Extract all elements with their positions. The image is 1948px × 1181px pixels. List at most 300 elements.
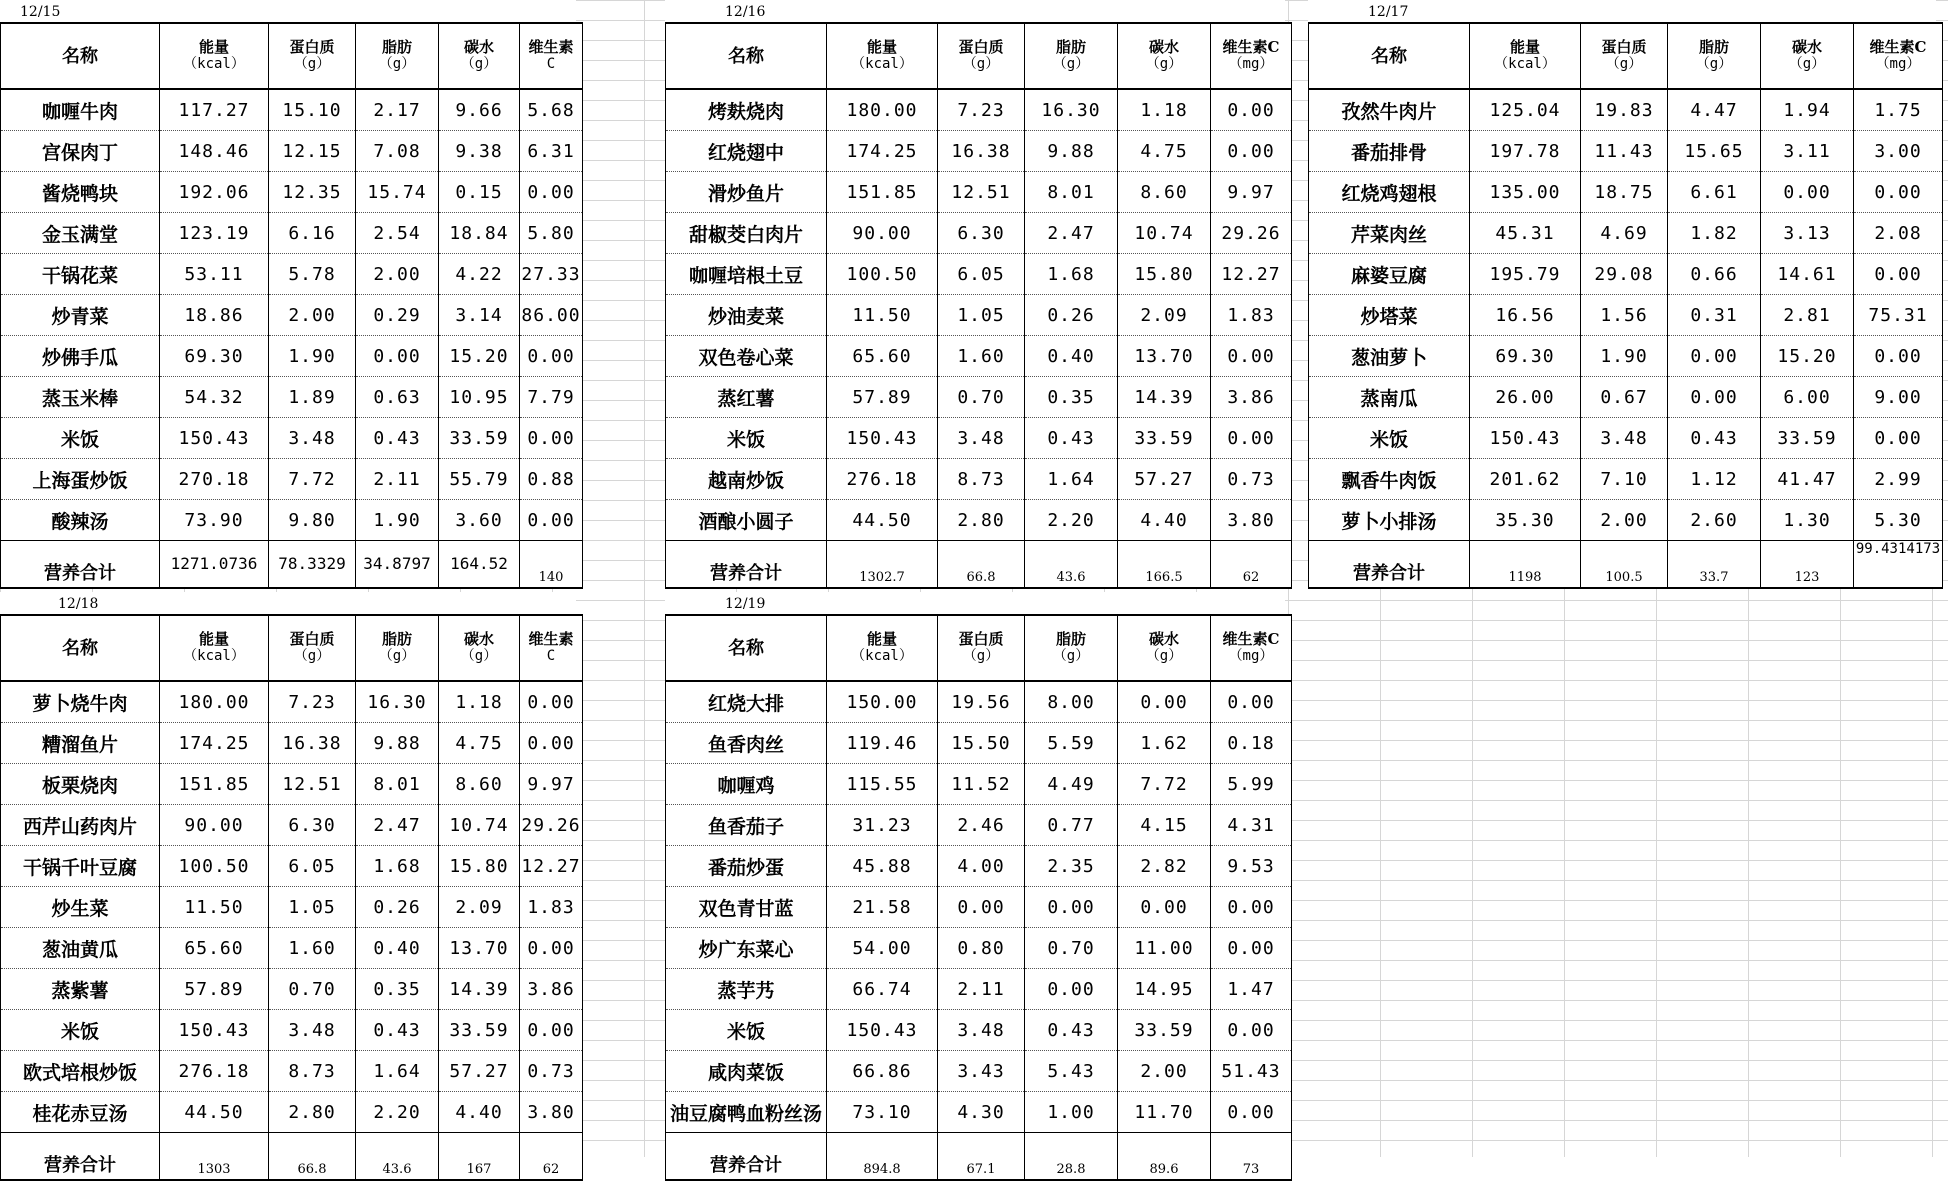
- fat-cell[interactable]: 0.43: [356, 418, 439, 459]
- total-energy-cell[interactable]: 1302.7: [827, 541, 938, 589]
- total-fat-cell[interactable]: 34.8797: [356, 541, 439, 589]
- date-label[interactable]: 12/15: [20, 4, 61, 20]
- energy-cell[interactable]: 148.46: [160, 131, 269, 172]
- vitc-cell[interactable]: 3.80: [1211, 500, 1292, 541]
- carb-cell[interactable]: 8.60: [1118, 172, 1211, 213]
- vitc-cell[interactable]: 29.26: [1211, 213, 1292, 254]
- total-protein-cell[interactable]: 66.8: [938, 541, 1025, 589]
- fat-cell[interactable]: 0.66: [1668, 254, 1761, 295]
- fat-cell[interactable]: 0.43: [1668, 418, 1761, 459]
- total-carb-cell[interactable]: 89.6: [1118, 1133, 1211, 1181]
- protein-cell[interactable]: 6.30: [938, 213, 1025, 254]
- vitc-cell[interactable]: 0.00: [520, 172, 583, 213]
- vitc-cell[interactable]: 12.27: [520, 846, 583, 887]
- protein-cell[interactable]: 3.48: [1581, 418, 1668, 459]
- dish-name-cell[interactable]: 金玉满堂: [1, 213, 160, 254]
- energy-cell[interactable]: 115.55: [827, 764, 938, 805]
- fat-cell[interactable]: 16.30: [1025, 89, 1118, 131]
- dish-name-cell[interactable]: 孜然牛肉片: [1309, 89, 1470, 131]
- vitc-cell[interactable]: 0.00: [520, 500, 583, 541]
- protein-cell[interactable]: 0.80: [938, 928, 1025, 969]
- fat-cell[interactable]: 0.31: [1668, 295, 1761, 336]
- carb-cell[interactable]: 14.61: [1761, 254, 1854, 295]
- energy-cell[interactable]: 195.79: [1470, 254, 1581, 295]
- energy-cell[interactable]: 180.00: [160, 681, 269, 723]
- dish-name-cell[interactable]: 萝卜小排汤: [1309, 500, 1470, 541]
- carb-cell[interactable]: 10.74: [439, 805, 520, 846]
- dish-name-cell[interactable]: 葱油黄瓜: [1, 928, 160, 969]
- carb-cell[interactable]: 3.14: [439, 295, 520, 336]
- dish-name-cell[interactable]: 西芹山药肉片: [1, 805, 160, 846]
- vitc-cell[interactable]: 75.31: [1854, 295, 1943, 336]
- dish-name-cell[interactable]: 咖喱牛肉: [1, 89, 160, 131]
- carb-cell[interactable]: 4.75: [1118, 131, 1211, 172]
- dish-name-cell[interactable]: 上海蛋炒饭: [1, 459, 160, 500]
- header-energy[interactable]: [160, 615, 269, 681]
- vitc-cell[interactable]: 0.00: [1854, 254, 1943, 295]
- energy-cell[interactable]: 135.00: [1470, 172, 1581, 213]
- header-name[interactable]: [1309, 23, 1470, 89]
- fat-cell[interactable]: 1.82: [1668, 213, 1761, 254]
- carb-cell[interactable]: 1.18: [439, 681, 520, 723]
- protein-cell[interactable]: 18.75: [1581, 172, 1668, 213]
- vitc-cell[interactable]: 6.31: [520, 131, 583, 172]
- dish-name-cell[interactable]: 欧式培根炒饭: [1, 1051, 160, 1092]
- dish-name-cell[interactable]: 干锅花菜: [1, 254, 160, 295]
- vitc-cell[interactable]: 0.00: [1854, 418, 1943, 459]
- energy-cell[interactable]: 69.30: [1470, 336, 1581, 377]
- vitc-cell[interactable]: 0.00: [1211, 681, 1292, 723]
- total-vitc-cell[interactable]: 99.4314173: [1854, 541, 1943, 589]
- fat-cell[interactable]: 0.29: [356, 295, 439, 336]
- carb-cell[interactable]: 4.75: [439, 723, 520, 764]
- energy-cell[interactable]: 100.50: [160, 846, 269, 887]
- carb-cell[interactable]: 15.20: [439, 336, 520, 377]
- protein-cell[interactable]: 6.05: [938, 254, 1025, 295]
- dish-name-cell[interactable]: 桂花赤豆汤: [1, 1092, 160, 1133]
- fat-cell[interactable]: 0.40: [356, 928, 439, 969]
- energy-cell[interactable]: 44.50: [160, 1092, 269, 1133]
- protein-cell[interactable]: 15.50: [938, 723, 1025, 764]
- fat-cell[interactable]: 0.70: [1025, 928, 1118, 969]
- dish-name-cell[interactable]: 板栗烧肉: [1, 764, 160, 805]
- protein-cell[interactable]: 3.48: [269, 418, 356, 459]
- carb-cell[interactable]: 11.00: [1118, 928, 1211, 969]
- fat-cell[interactable]: 0.35: [1025, 377, 1118, 418]
- vitc-cell[interactable]: 0.00: [520, 723, 583, 764]
- vitc-cell[interactable]: 0.00: [1211, 887, 1292, 928]
- energy-cell[interactable]: 180.00: [827, 89, 938, 131]
- fat-cell[interactable]: 2.35: [1025, 846, 1118, 887]
- carb-cell[interactable]: 15.20: [1761, 336, 1854, 377]
- total-label-cell[interactable]: 营养合计: [1, 541, 160, 589]
- vitc-cell[interactable]: 7.79: [520, 377, 583, 418]
- protein-cell[interactable]: 1.60: [938, 336, 1025, 377]
- carb-cell[interactable]: 1.94: [1761, 89, 1854, 131]
- fat-cell[interactable]: 9.88: [356, 723, 439, 764]
- carb-cell[interactable]: 2.82: [1118, 846, 1211, 887]
- energy-cell[interactable]: 11.50: [827, 295, 938, 336]
- vitc-cell[interactable]: 4.31: [1211, 805, 1292, 846]
- protein-cell[interactable]: 3.48: [269, 1010, 356, 1051]
- vitc-cell[interactable]: 0.00: [1211, 1010, 1292, 1051]
- energy-cell[interactable]: 26.00: [1470, 377, 1581, 418]
- fat-cell[interactable]: 8.01: [356, 764, 439, 805]
- vitc-cell[interactable]: 5.99: [1211, 764, 1292, 805]
- protein-cell[interactable]: 1.90: [1581, 336, 1668, 377]
- carb-cell[interactable]: 4.40: [439, 1092, 520, 1133]
- header-name[interactable]: [666, 23, 827, 89]
- carb-cell[interactable]: 8.60: [439, 764, 520, 805]
- energy-cell[interactable]: 69.30: [160, 336, 269, 377]
- protein-cell[interactable]: 0.70: [938, 377, 1025, 418]
- fat-cell[interactable]: 2.11: [356, 459, 439, 500]
- carb-cell[interactable]: 1.30: [1761, 500, 1854, 541]
- carb-cell[interactable]: 3.11: [1761, 131, 1854, 172]
- fat-cell[interactable]: 2.20: [1025, 500, 1118, 541]
- total-label-cell[interactable]: 营养合计: [1309, 541, 1470, 589]
- vitc-cell[interactable]: 2.08: [1854, 213, 1943, 254]
- dish-name-cell[interactable]: 炒佛手瓜: [1, 336, 160, 377]
- fat-cell[interactable]: 2.17: [356, 89, 439, 131]
- vitc-cell[interactable]: 3.86: [1211, 377, 1292, 418]
- dish-name-cell[interactable]: 米饭: [666, 1010, 827, 1051]
- header-name[interactable]: [1, 23, 160, 89]
- protein-cell[interactable]: 6.16: [269, 213, 356, 254]
- energy-cell[interactable]: 44.50: [827, 500, 938, 541]
- vitc-cell[interactable]: 86.00: [520, 295, 583, 336]
- dish-name-cell[interactable]: 炒生菜: [1, 887, 160, 928]
- protein-cell[interactable]: 1.05: [269, 887, 356, 928]
- total-carb-cell[interactable]: 164.52: [439, 541, 520, 589]
- fat-cell[interactable]: 5.59: [1025, 723, 1118, 764]
- fat-cell[interactable]: 0.26: [1025, 295, 1118, 336]
- energy-cell[interactable]: 90.00: [827, 213, 938, 254]
- protein-cell[interactable]: 4.00: [938, 846, 1025, 887]
- total-vitc-cell[interactable]: 140: [520, 541, 583, 589]
- total-label-cell[interactable]: 营养合计: [666, 1133, 827, 1181]
- protein-cell[interactable]: 5.78: [269, 254, 356, 295]
- energy-cell[interactable]: 270.18: [160, 459, 269, 500]
- energy-cell[interactable]: 150.43: [827, 418, 938, 459]
- energy-cell[interactable]: 45.31: [1470, 213, 1581, 254]
- fat-cell[interactable]: 0.63: [356, 377, 439, 418]
- vitc-cell[interactable]: 1.83: [1211, 295, 1292, 336]
- fat-cell[interactable]: 0.00: [1668, 377, 1761, 418]
- energy-cell[interactable]: 192.06: [160, 172, 269, 213]
- dish-name-cell[interactable]: 油豆腐鸭血粉丝汤: [666, 1092, 827, 1133]
- protein-cell[interactable]: 7.10: [1581, 459, 1668, 500]
- carb-cell[interactable]: 0.00: [1118, 887, 1211, 928]
- carb-cell[interactable]: 1.18: [1118, 89, 1211, 131]
- fat-cell[interactable]: 15.74: [356, 172, 439, 213]
- dish-name-cell[interactable]: 蒸紫薯: [1, 969, 160, 1010]
- dish-name-cell[interactable]: 蒸红薯: [666, 377, 827, 418]
- vitc-cell[interactable]: 0.00: [1211, 89, 1292, 131]
- header-vitc[interactable]: [1211, 615, 1292, 681]
- total-energy-cell[interactable]: 1303: [160, 1133, 269, 1181]
- protein-cell[interactable]: 4.30: [938, 1092, 1025, 1133]
- energy-cell[interactable]: 197.78: [1470, 131, 1581, 172]
- carb-cell[interactable]: 15.80: [1118, 254, 1211, 295]
- energy-cell[interactable]: 174.25: [827, 131, 938, 172]
- vitc-cell[interactable]: 1.83: [520, 887, 583, 928]
- vitc-cell[interactable]: 3.86: [520, 969, 583, 1010]
- dish-name-cell[interactable]: 米饭: [1309, 418, 1470, 459]
- protein-cell[interactable]: 3.43: [938, 1051, 1025, 1092]
- dish-name-cell[interactable]: 红烧鸡翅根: [1309, 172, 1470, 213]
- header-fat[interactable]: [356, 615, 439, 681]
- total-vitc-cell[interactable]: 62: [1211, 541, 1292, 589]
- energy-cell[interactable]: 150.43: [160, 418, 269, 459]
- dish-name-cell[interactable]: 米饭: [1, 1010, 160, 1051]
- fat-cell[interactable]: 4.47: [1668, 89, 1761, 131]
- vitc-cell[interactable]: 0.18: [1211, 723, 1292, 764]
- header-carb[interactable]: [439, 615, 520, 681]
- carb-cell[interactable]: 4.40: [1118, 500, 1211, 541]
- protein-cell[interactable]: 0.00: [938, 887, 1025, 928]
- carb-cell[interactable]: 33.59: [439, 1010, 520, 1051]
- protein-cell[interactable]: 12.51: [938, 172, 1025, 213]
- carb-cell[interactable]: 14.39: [439, 969, 520, 1010]
- carb-cell[interactable]: 9.38: [439, 131, 520, 172]
- vitc-cell[interactable]: 0.88: [520, 459, 583, 500]
- dish-name-cell[interactable]: 咸肉菜饭: [666, 1051, 827, 1092]
- protein-cell[interactable]: 1.89: [269, 377, 356, 418]
- protein-cell[interactable]: 2.00: [1581, 500, 1668, 541]
- energy-cell[interactable]: 45.88: [827, 846, 938, 887]
- energy-cell[interactable]: 276.18: [160, 1051, 269, 1092]
- carb-cell[interactable]: 3.13: [1761, 213, 1854, 254]
- dish-name-cell[interactable]: 鱼香茄子: [666, 805, 827, 846]
- fat-cell[interactable]: 2.20: [356, 1092, 439, 1133]
- protein-cell[interactable]: 2.46: [938, 805, 1025, 846]
- total-carb-cell[interactable]: 167: [439, 1133, 520, 1181]
- carb-cell[interactable]: 6.00: [1761, 377, 1854, 418]
- dish-name-cell[interactable]: 飘香牛肉饭: [1309, 459, 1470, 500]
- fat-cell[interactable]: 1.90: [356, 500, 439, 541]
- header-vitc[interactable]: [1211, 23, 1292, 89]
- header-carb[interactable]: [439, 23, 520, 89]
- carb-cell[interactable]: 33.59: [439, 418, 520, 459]
- energy-cell[interactable]: 100.50: [827, 254, 938, 295]
- energy-cell[interactable]: 150.43: [1470, 418, 1581, 459]
- carb-cell[interactable]: 2.81: [1761, 295, 1854, 336]
- vitc-cell[interactable]: 5.80: [520, 213, 583, 254]
- dish-name-cell[interactable]: 甜椒茭白肉片: [666, 213, 827, 254]
- protein-cell[interactable]: 19.83: [1581, 89, 1668, 131]
- fat-cell[interactable]: 2.47: [1025, 213, 1118, 254]
- energy-cell[interactable]: 65.60: [827, 336, 938, 377]
- total-fat-cell[interactable]: 33.7: [1668, 541, 1761, 589]
- total-energy-cell[interactable]: 1271.0736: [160, 541, 269, 589]
- energy-cell[interactable]: 151.85: [160, 764, 269, 805]
- fat-cell[interactable]: 0.77: [1025, 805, 1118, 846]
- carb-cell[interactable]: 14.39: [1118, 377, 1211, 418]
- protein-cell[interactable]: 15.10: [269, 89, 356, 131]
- dish-name-cell[interactable]: 酸辣汤: [1, 500, 160, 541]
- energy-cell[interactable]: 66.74: [827, 969, 938, 1010]
- header-fat[interactable]: [1025, 615, 1118, 681]
- dish-name-cell[interactable]: 葱油萝卜: [1309, 336, 1470, 377]
- dish-name-cell[interactable]: 麻婆豆腐: [1309, 254, 1470, 295]
- dish-name-cell[interactable]: 番茄炒蛋: [666, 846, 827, 887]
- vitc-cell[interactable]: 1.47: [1211, 969, 1292, 1010]
- dish-name-cell[interactable]: 干锅千叶豆腐: [1, 846, 160, 887]
- fat-cell[interactable]: 1.64: [356, 1051, 439, 1092]
- energy-cell[interactable]: 73.10: [827, 1092, 938, 1133]
- carb-cell[interactable]: 4.15: [1118, 805, 1211, 846]
- protein-cell[interactable]: 8.73: [938, 459, 1025, 500]
- dish-name-cell[interactable]: 双色卷心菜: [666, 336, 827, 377]
- fat-cell[interactable]: 1.00: [1025, 1092, 1118, 1133]
- energy-cell[interactable]: 150.00: [827, 681, 938, 723]
- carb-cell[interactable]: 1.62: [1118, 723, 1211, 764]
- fat-cell[interactable]: 2.54: [356, 213, 439, 254]
- vitc-cell[interactable]: 9.97: [1211, 172, 1292, 213]
- carb-cell[interactable]: 10.74: [1118, 213, 1211, 254]
- fat-cell[interactable]: 0.00: [1025, 969, 1118, 1010]
- fat-cell[interactable]: 0.00: [356, 336, 439, 377]
- fat-cell[interactable]: 1.64: [1025, 459, 1118, 500]
- fat-cell[interactable]: 0.00: [1025, 887, 1118, 928]
- energy-cell[interactable]: 54.00: [827, 928, 938, 969]
- protein-cell[interactable]: 3.48: [938, 1010, 1025, 1051]
- energy-cell[interactable]: 73.90: [160, 500, 269, 541]
- vitc-cell[interactable]: 9.00: [1854, 377, 1943, 418]
- protein-cell[interactable]: 16.38: [269, 723, 356, 764]
- vitc-cell[interactable]: 3.80: [520, 1092, 583, 1133]
- vitc-cell[interactable]: 0.00: [1854, 172, 1943, 213]
- protein-cell[interactable]: 7.23: [938, 89, 1025, 131]
- total-fat-cell[interactable]: 28.8: [1025, 1133, 1118, 1181]
- carb-cell[interactable]: 2.00: [1118, 1051, 1211, 1092]
- fat-cell[interactable]: 2.00: [356, 254, 439, 295]
- fat-cell[interactable]: 0.43: [356, 1010, 439, 1051]
- dish-name-cell[interactable]: 红烧大排: [666, 681, 827, 723]
- protein-cell[interactable]: 11.43: [1581, 131, 1668, 172]
- protein-cell[interactable]: 12.51: [269, 764, 356, 805]
- fat-cell[interactable]: 5.43: [1025, 1051, 1118, 1092]
- date-label[interactable]: 12/18: [58, 596, 99, 612]
- dish-name-cell[interactable]: 米饭: [1, 418, 160, 459]
- protein-cell[interactable]: 1.05: [938, 295, 1025, 336]
- dish-name-cell[interactable]: 米饭: [666, 418, 827, 459]
- energy-cell[interactable]: 276.18: [827, 459, 938, 500]
- fat-cell[interactable]: 1.68: [356, 846, 439, 887]
- total-energy-cell[interactable]: 894.8: [827, 1133, 938, 1181]
- fat-cell[interactable]: 1.12: [1668, 459, 1761, 500]
- dish-name-cell[interactable]: 咖喱鸡: [666, 764, 827, 805]
- dish-name-cell[interactable]: 酒酿小圆子: [666, 500, 827, 541]
- fat-cell[interactable]: 9.88: [1025, 131, 1118, 172]
- fat-cell[interactable]: 16.30: [356, 681, 439, 723]
- protein-cell[interactable]: 2.11: [938, 969, 1025, 1010]
- dish-name-cell[interactable]: 炒广东菜心: [666, 928, 827, 969]
- energy-cell[interactable]: 21.58: [827, 887, 938, 928]
- dish-name-cell[interactable]: 炒塔菜: [1309, 295, 1470, 336]
- fat-cell[interactable]: 15.65: [1668, 131, 1761, 172]
- total-energy-cell[interactable]: 1198: [1470, 541, 1581, 589]
- carb-cell[interactable]: 33.59: [1761, 418, 1854, 459]
- protein-cell[interactable]: 7.23: [269, 681, 356, 723]
- date-label[interactable]: 12/17: [1368, 4, 1409, 20]
- vitc-cell[interactable]: 5.68: [520, 89, 583, 131]
- carb-cell[interactable]: 0.00: [1118, 681, 1211, 723]
- dish-name-cell[interactable]: 红烧翅中: [666, 131, 827, 172]
- header-energy[interactable]: [827, 615, 938, 681]
- protein-cell[interactable]: 7.72: [269, 459, 356, 500]
- protein-cell[interactable]: 2.80: [938, 500, 1025, 541]
- carb-cell[interactable]: 33.59: [1118, 418, 1211, 459]
- protein-cell[interactable]: 1.56: [1581, 295, 1668, 336]
- energy-cell[interactable]: 16.56: [1470, 295, 1581, 336]
- energy-cell[interactable]: 53.11: [160, 254, 269, 295]
- fat-cell[interactable]: 1.68: [1025, 254, 1118, 295]
- protein-cell[interactable]: 12.35: [269, 172, 356, 213]
- fat-cell[interactable]: 0.35: [356, 969, 439, 1010]
- total-label-cell[interactable]: 营养合计: [666, 541, 827, 589]
- dish-name-cell[interactable]: 糟溜鱼片: [1, 723, 160, 764]
- header-vitc[interactable]: [520, 615, 583, 681]
- header-energy[interactable]: [827, 23, 938, 89]
- carb-cell[interactable]: 15.80: [439, 846, 520, 887]
- protein-cell[interactable]: 6.05: [269, 846, 356, 887]
- energy-cell[interactable]: 54.32: [160, 377, 269, 418]
- header-protein[interactable]: [269, 615, 356, 681]
- protein-cell[interactable]: 0.67: [1581, 377, 1668, 418]
- vitc-cell[interactable]: 3.00: [1854, 131, 1943, 172]
- energy-cell[interactable]: 117.27: [160, 89, 269, 131]
- fat-cell[interactable]: 4.49: [1025, 764, 1118, 805]
- header-fat[interactable]: [1025, 23, 1118, 89]
- protein-cell[interactable]: 12.15: [269, 131, 356, 172]
- dish-name-cell[interactable]: 芹菜肉丝: [1309, 213, 1470, 254]
- header-name[interactable]: [1, 615, 160, 681]
- protein-cell[interactable]: 16.38: [938, 131, 1025, 172]
- header-energy[interactable]: [160, 23, 269, 89]
- energy-cell[interactable]: 35.30: [1470, 500, 1581, 541]
- header-fat[interactable]: [356, 23, 439, 89]
- protein-cell[interactable]: 2.00: [269, 295, 356, 336]
- date-label[interactable]: 12/16: [725, 4, 766, 20]
- header-vitc[interactable]: [1854, 23, 1943, 89]
- dish-name-cell[interactable]: 酱烧鸭块: [1, 172, 160, 213]
- carb-cell[interactable]: 2.09: [1118, 295, 1211, 336]
- total-vitc-cell[interactable]: 73: [1211, 1133, 1292, 1181]
- header-fat[interactable]: [1668, 23, 1761, 89]
- fat-cell[interactable]: 2.60: [1668, 500, 1761, 541]
- dish-name-cell[interactable]: 蒸玉米棒: [1, 377, 160, 418]
- total-protein-cell[interactable]: 67.1: [938, 1133, 1025, 1181]
- vitc-cell[interactable]: 0.73: [520, 1051, 583, 1092]
- dish-name-cell[interactable]: 宫保肉丁: [1, 131, 160, 172]
- protein-cell[interactable]: 29.08: [1581, 254, 1668, 295]
- carb-cell[interactable]: 10.95: [439, 377, 520, 418]
- vitc-cell[interactable]: 0.00: [520, 336, 583, 377]
- fat-cell[interactable]: 8.01: [1025, 172, 1118, 213]
- energy-cell[interactable]: 31.23: [827, 805, 938, 846]
- energy-cell[interactable]: 125.04: [1470, 89, 1581, 131]
- vitc-cell[interactable]: 0.00: [520, 418, 583, 459]
- energy-cell[interactable]: 57.89: [160, 969, 269, 1010]
- energy-cell[interactable]: 11.50: [160, 887, 269, 928]
- dish-name-cell[interactable]: 滑炒鱼片: [666, 172, 827, 213]
- vitc-cell[interactable]: 0.00: [520, 1010, 583, 1051]
- carb-cell[interactable]: 14.95: [1118, 969, 1211, 1010]
- total-protein-cell[interactable]: 66.8: [269, 1133, 356, 1181]
- dish-name-cell[interactable]: 蒸芋艿: [666, 969, 827, 1010]
